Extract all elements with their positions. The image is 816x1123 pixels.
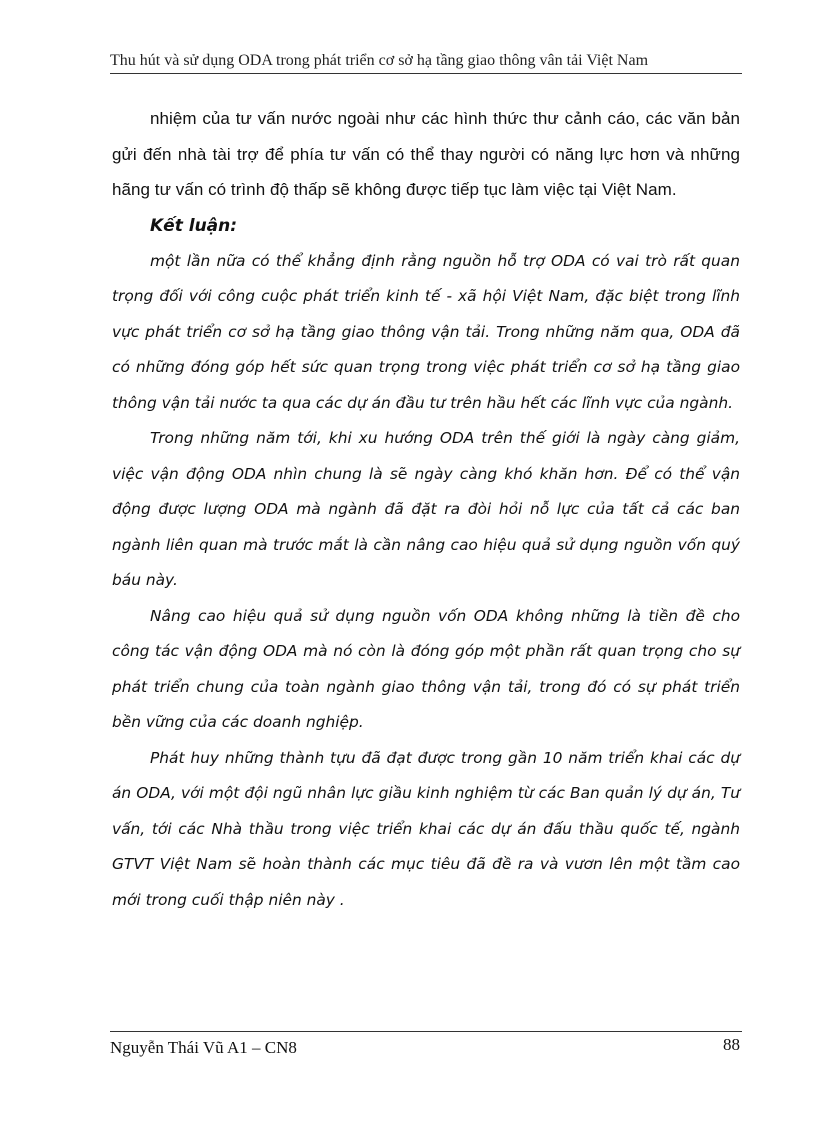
document-body: [112, 101, 740, 918]
conclusion-heading: Kết luận:: [150, 215, 238, 236]
conclusion-paragraph-2: Trong những năm tới, khi xu hướng ODA trên thế giới là ngày càng giảm, việc vận động ODA nhìn chung là sẽ ngày càng khó khăn hơn. Để có thể vận động được lượng ODA mà ngành đã đặt ra đòi hỏi nỗ lực của tất cả các ban ngành liên quan mà trước mắt là cần nâng cao hiệu quả sử dụng nguồn vốn quý báu này.: [112, 429, 740, 589]
conclusion-paragraph-3: Nâng cao hiệu quả sử dụng nguồn vốn ODA không những là tiền đề cho công tác vận động ODA mà nó còn là đóng góp một phần rất quan trọng cho sự phát triển chung của toàn ngành giao thông vận tải, trong đó có sự phát triển bền vững của các doanh nghiệp.: [112, 606, 740, 731]
conclusion-paragraph-4: Phát huy những thành tựu đã đạt được trong gần 10 năm triển khai các dự án ODA, với một đội ngũ nhân lực giầu kinh nghiệm từ các Ban quản lý dự án, Tư vấn, tới các Nhà thầu trong việc triển khai các dự án đấu thầu quốc tế, ngành GTVT Việt Nam sẽ hoàn thành các mục tiêu đã đề ra và vươn lên một tầm cao mới trong cuối thập niên này .: [112, 748, 740, 909]
page-number: 88: [723, 1035, 740, 1054]
footer-author: Nguyễn Thái Vũ A1 – CN8: [110, 1038, 297, 1057]
header-divider: [110, 73, 742, 74]
intro-paragraph: nhiệm của tư vấn nước ngoài như các hình thức thư cảnh cáo, các văn bản gửi đến nhà tài trợ để phía tư vấn có thể thay người có năng lực hơn và những hãng tư vấn có trình độ thấp sẽ không được tiếp tục làm việc tại Việt Nam.: [112, 109, 740, 199]
footer-divider: [110, 1031, 742, 1032]
conclusion-paragraph-1: một lần nữa có thể khẳng định rằng nguồn hỗ trợ ODA có vai trò rất quan trọng đối với công cuộc phát triển kinh tế - xã hội Việt Nam, đặc biệt trong lĩnh vực phát triển cơ sở hạ tầng giao thông vận tải. Trong những năm qua, ODA đã có những đóng góp hết sức quan trọng trong việc phát triển cơ sở hạ tầng giao thông vận tải nước ta qua các dự án đầu tư trên hầu hết các lĩnh vực của ngành.: [112, 251, 740, 412]
running-header: Thu hút và sử dụng ODA trong phát triển cơ sở hạ tầng giao thông vân tải Việt Nam: [110, 52, 649, 69]
